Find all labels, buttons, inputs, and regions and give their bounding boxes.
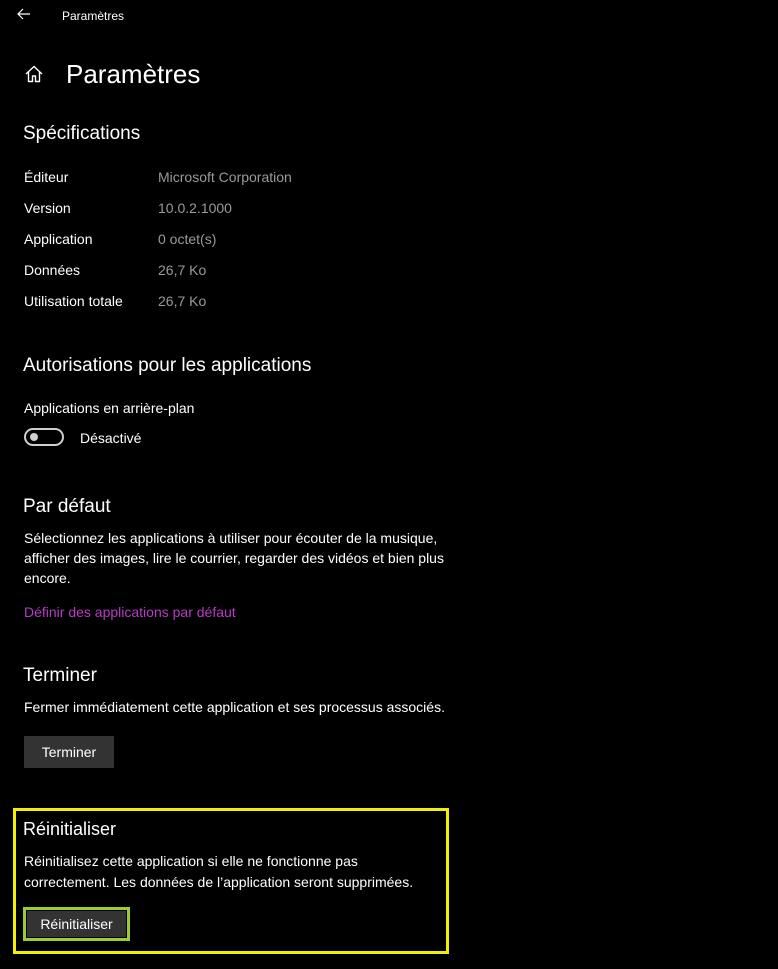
background-apps-label: Applications en arrière-plan <box>24 400 195 416</box>
spec-label-application: Application <box>24 231 93 247</box>
terminate-button[interactable]: Terminer <box>24 736 114 768</box>
toggle-state-label: Désactivé <box>80 430 142 446</box>
spec-value-total: 26,7 Ko <box>158 293 207 309</box>
reset-title: Réinitialiser <box>23 819 117 839</box>
reset-description-line2: correctement. Les données de l’application seront supprimées. <box>24 874 414 890</box>
home-icon[interactable] <box>22 62 46 86</box>
spec-label-total: Utilisation totale <box>24 293 123 309</box>
spec-value-data: 26,7 Ko <box>158 262 207 278</box>
defaults-description-line3: encore. <box>24 570 71 586</box>
window-title: Paramètres <box>62 9 125 23</box>
defaults-description-line2: afficher des images, lire le courrier, regarder des vidéos et bien plus <box>24 550 444 566</box>
permissions-title: Autorisations pour les applications <box>23 355 312 376</box>
terminate-description: Fermer immédiatement cette application et ses processus associés. <box>24 699 445 715</box>
spec-label-version: Version <box>24 200 71 216</box>
page-header <box>22 54 200 94</box>
spec-label-publisher: Éditeur <box>24 169 69 185</box>
specs-title: Spécifications <box>23 123 141 144</box>
back-arrow-icon <box>17 7 31 25</box>
terminate-title: Terminer <box>23 665 97 686</box>
toggle-knob <box>30 433 38 441</box>
set-default-apps-link[interactable]: Définir des applications par défaut <box>24 604 236 620</box>
page-title: Paramètres <box>66 58 201 89</box>
spec-value-version: 10.0.2.1000 <box>158 200 232 216</box>
title-bar <box>0 0 778 32</box>
spec-value-application: 0 octet(s) <box>158 231 217 247</box>
defaults-title: Par défaut <box>23 496 111 517</box>
back-button[interactable] <box>10 4 38 28</box>
background-apps-toggle[interactable] <box>24 428 64 446</box>
reset-description-line1: Réinitialisez cette application si elle ne fonctionne pas <box>24 853 358 869</box>
reset-button[interactable]: Réinitialiser <box>27 911 126 937</box>
spec-label-data: Données <box>24 262 81 278</box>
spec-value-publisher: Microsoft Corporation <box>158 169 292 185</box>
defaults-description-line1: Sélectionnez les applications à utiliser pour écouter de la musique, <box>24 530 438 546</box>
